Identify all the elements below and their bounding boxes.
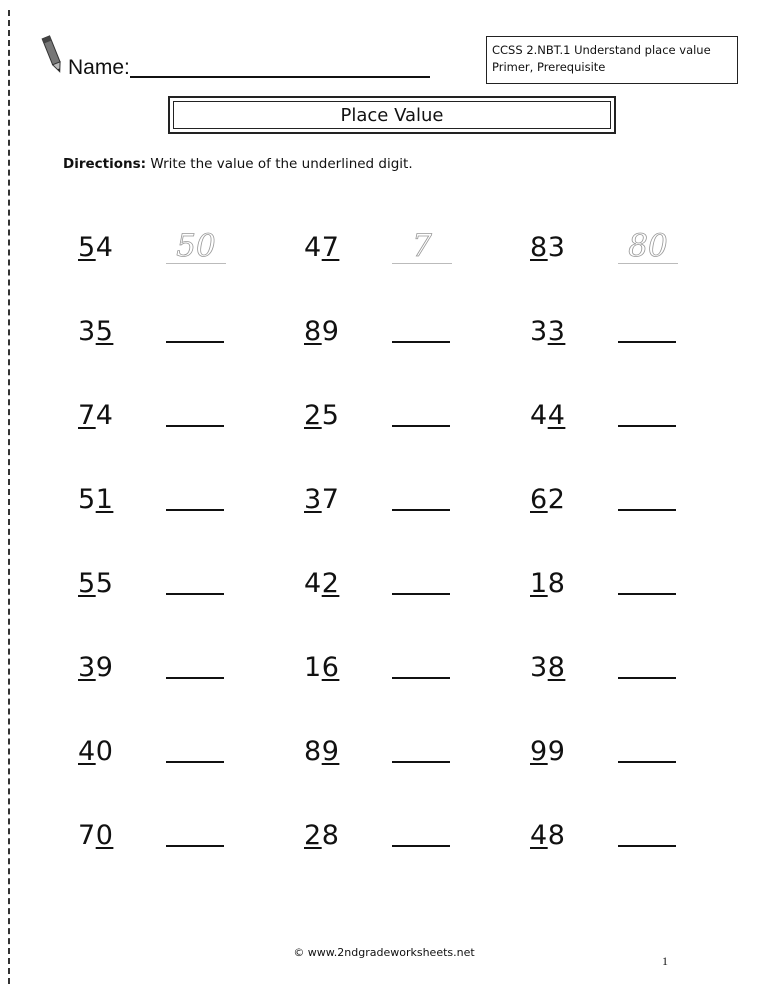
problem-number [304, 653, 339, 683]
ones-digit: 3 [547, 316, 566, 347]
answer-blank[interactable] [166, 593, 224, 595]
tens-digit: 3 [78, 316, 96, 347]
answer-blank[interactable] [392, 593, 450, 595]
tens-digit: 3 [78, 652, 96, 683]
tens-digit: 9 [530, 736, 548, 767]
tens-digit: 8 [530, 232, 548, 263]
answer-blank[interactable] [618, 341, 676, 343]
problem-number [530, 401, 565, 431]
ones-digit: 0 [95, 736, 114, 767]
tens-digit: 1 [530, 568, 548, 599]
example-answer: 7 [412, 228, 432, 264]
tens-digit: 7 [78, 820, 96, 851]
directions-label: Directions: [63, 156, 147, 172]
problem-number [78, 233, 113, 263]
cut-margin-line [8, 10, 10, 984]
example-answer-line [166, 263, 226, 264]
name-field-line[interactable] [130, 76, 430, 78]
ones-digit: 5 [95, 568, 114, 599]
answer-blank[interactable] [618, 677, 676, 679]
tens-digit: 7 [78, 400, 96, 431]
tens-digit: 8 [304, 316, 322, 347]
answer-blank[interactable] [166, 845, 224, 847]
example-answer: 80 [628, 228, 668, 264]
answer-blank[interactable] [392, 845, 450, 847]
ones-digit: 7 [321, 232, 340, 263]
answer-blank[interactable] [618, 593, 676, 595]
ones-digit: 5 [321, 400, 340, 431]
tens-digit: 4 [78, 736, 96, 767]
ones-digit: 0 [95, 820, 114, 851]
problem-number [304, 737, 339, 767]
ones-digit: 9 [95, 652, 114, 683]
ones-digit: 4 [95, 232, 114, 263]
answer-blank[interactable] [618, 509, 676, 511]
answer-blank[interactable] [392, 761, 450, 763]
problem-number [530, 569, 565, 599]
ones-digit: 8 [547, 652, 566, 683]
tens-digit: 5 [78, 232, 96, 263]
ones-digit: 2 [547, 484, 566, 515]
answer-blank[interactable] [166, 425, 224, 427]
tens-digit: 2 [304, 820, 322, 851]
problem-number [530, 485, 565, 515]
ones-digit: 9 [547, 736, 566, 767]
problem-number [530, 233, 565, 263]
answer-blank[interactable] [392, 425, 450, 427]
ones-digit: 4 [95, 400, 114, 431]
tens-digit: 4 [530, 820, 548, 851]
ones-digit: 6 [321, 652, 340, 683]
tens-digit: 2 [304, 400, 322, 431]
ones-digit: 1 [95, 484, 114, 515]
problem-number [304, 317, 339, 347]
answer-blank[interactable] [618, 425, 676, 427]
problem-number [78, 653, 113, 683]
example-answer-line [392, 263, 452, 264]
tens-digit: 6 [530, 484, 548, 515]
page-number: 1 [662, 954, 668, 968]
directions [63, 156, 413, 172]
pencil-icon [40, 34, 66, 76]
tens-digit: 3 [530, 652, 548, 683]
problem-number [78, 401, 113, 431]
answer-blank[interactable] [618, 845, 676, 847]
ones-digit: 8 [547, 568, 566, 599]
example-answer-line [618, 263, 678, 264]
ones-digit: 4 [547, 400, 566, 431]
problem-number [530, 821, 565, 851]
ones-digit: 9 [321, 736, 340, 767]
title-box [168, 96, 616, 134]
problem-number [530, 653, 565, 683]
problem-number [530, 317, 565, 347]
tens-digit: 8 [304, 736, 322, 767]
directions-text: Write the value of the underlined digit. [150, 156, 413, 172]
problem-number [78, 317, 113, 347]
problem-number [304, 569, 339, 599]
ones-digit: 5 [95, 316, 114, 347]
ones-digit: 8 [547, 820, 566, 851]
problem-number [78, 485, 113, 515]
tens-digit: 5 [78, 484, 96, 515]
answer-blank[interactable] [392, 341, 450, 343]
tens-digit: 3 [530, 316, 548, 347]
problem-number [78, 821, 113, 851]
name-label: Name: [68, 56, 130, 79]
answer-blank[interactable] [618, 761, 676, 763]
ones-digit: 7 [321, 484, 340, 515]
tens-digit: 3 [304, 484, 322, 515]
problem-number [304, 233, 339, 263]
tens-digit: 4 [530, 400, 548, 431]
answer-blank[interactable] [166, 761, 224, 763]
answer-blank[interactable] [166, 341, 224, 343]
tens-digit: 1 [304, 652, 322, 683]
standard-line-2: Primer, Prerequisite [492, 60, 606, 74]
ones-digit: 3 [547, 232, 566, 263]
ones-digit: 9 [321, 316, 340, 347]
standard-box [486, 36, 738, 84]
problem-number [78, 737, 113, 767]
ones-digit: 8 [321, 820, 340, 851]
problem-number [78, 569, 113, 599]
answer-blank[interactable] [392, 509, 450, 511]
tens-digit: 4 [304, 232, 322, 263]
problem-number [304, 821, 339, 851]
example-answer: 50 [176, 228, 216, 264]
problem-number [304, 401, 339, 431]
copyright-footer: © www.2ndgradeworksheets.net [293, 946, 475, 959]
answer-blank[interactable] [166, 677, 224, 679]
page-title: Place Value [173, 101, 611, 129]
standard-line-1: CCSS 2.NBT.1 Understand place value [492, 43, 711, 57]
answer-blank[interactable] [166, 509, 224, 511]
tens-digit: 4 [304, 568, 322, 599]
problem-number [304, 485, 339, 515]
ones-digit: 2 [321, 568, 340, 599]
tens-digit: 5 [78, 568, 96, 599]
problem-number [530, 737, 565, 767]
answer-blank[interactable] [392, 677, 450, 679]
